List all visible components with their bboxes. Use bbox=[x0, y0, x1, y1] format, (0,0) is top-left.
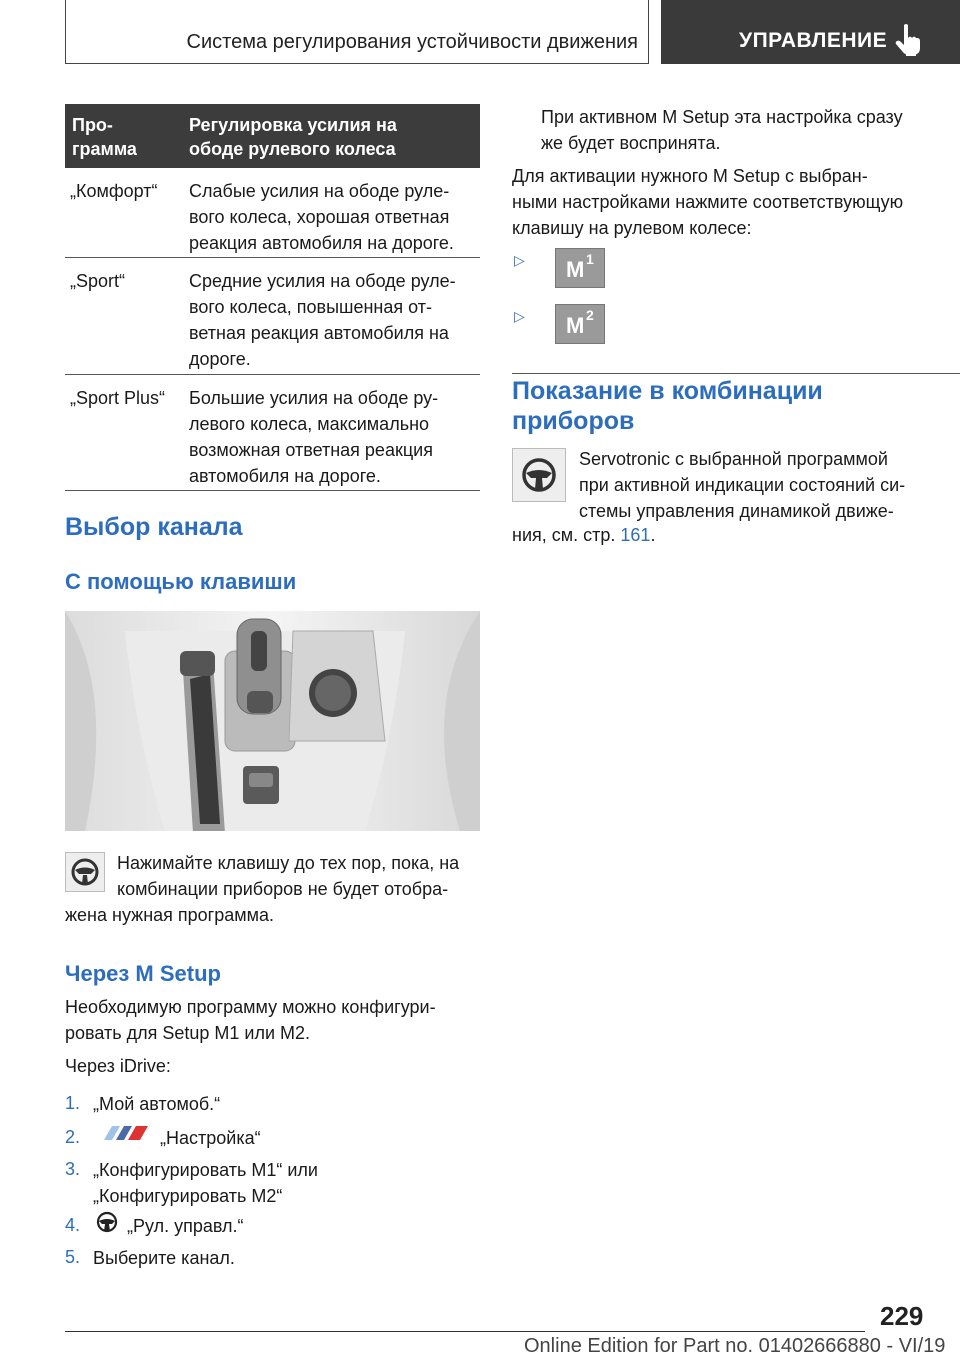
button-instruction-line: жена нужная программа. bbox=[65, 905, 275, 925]
page-number: 229 bbox=[880, 1301, 924, 1331]
step-text[interactable]: „Конфигурировать M1“ или bbox=[93, 1160, 318, 1180]
msetup-text-line: Необходимую программу можно конфигури- bbox=[65, 997, 436, 1017]
step-text[interactable]: „Мой автомоб.“ bbox=[93, 1094, 221, 1114]
display-line: стемы управления динамикой движе- bbox=[579, 501, 894, 521]
page-link[interactable]: 161 bbox=[620, 525, 651, 545]
activate-line: клавишу на рулевом колесе: bbox=[512, 218, 752, 238]
center-console-photo bbox=[65, 611, 480, 831]
table-row bbox=[65, 258, 480, 375]
step-number: 4. bbox=[65, 1215, 81, 1235]
step-number: 5. bbox=[65, 1247, 81, 1267]
display-line: ния, см. стр. 161. bbox=[512, 525, 656, 545]
step-text: Выберите канал. bbox=[93, 1248, 235, 1268]
heading-display-cluster: Показание в комбинации приборов bbox=[512, 377, 823, 435]
steering-wheel-icon-box bbox=[65, 852, 105, 892]
button-instruction-line: Нажимайте клавишу до тех пор, пока, на bbox=[117, 853, 460, 873]
step-number: 3. bbox=[65, 1159, 81, 1179]
table-cell-program: „Sport Plus“ bbox=[70, 388, 166, 408]
pointing-hand-icon bbox=[895, 22, 925, 56]
steering-wheel-icon bbox=[66, 853, 104, 891]
heading-channel-selection: Выбор канала bbox=[65, 513, 243, 541]
bullet-triangle: ▷ bbox=[514, 308, 525, 324]
footer-divider bbox=[65, 1331, 865, 1332]
step-number: 2. bbox=[65, 1127, 81, 1147]
m-stripes-icon bbox=[100, 1124, 150, 1142]
display-line: Servotronic с выбранной программой bbox=[579, 449, 888, 469]
m2-button-key: M 2 bbox=[555, 304, 605, 344]
steering-wheel-icon-box bbox=[512, 448, 566, 502]
note-line: При активном M Setup эта настройка сразу bbox=[541, 107, 903, 127]
header-section-box bbox=[661, 0, 960, 64]
display-line: при активной индикации состояний си- bbox=[579, 475, 906, 495]
via-idrive-label: Через iDrive: bbox=[65, 1056, 171, 1076]
step-text[interactable]: „Конфигурировать M2“ bbox=[93, 1186, 283, 1206]
table-cell-desc: Большие усилия на ободе ру- левого колеса, максимально возможная ответная реакция автомобиля на дороге. bbox=[189, 388, 439, 486]
divider bbox=[512, 373, 960, 374]
note-line: же будет воспринята. bbox=[541, 133, 721, 153]
section-title: УПРАВЛЕНИЕ bbox=[739, 29, 888, 52]
chapter-title: Система регулирования устойчивости движения bbox=[186, 31, 638, 53]
table-header bbox=[65, 104, 480, 168]
table-cell-desc: Слабые усилия на ободе руле- вого колеса, хорошая ответная реакция автомобиля на дороге. bbox=[189, 181, 454, 253]
table-header-program: Про- грамма bbox=[72, 115, 137, 159]
heading-via-msetup: Через M Setup bbox=[65, 961, 221, 986]
table-header-effort: Регулировка усилия на ободе рулевого колеса bbox=[189, 115, 397, 159]
footer-edition: Online Edition for Part no. 01402666880 - VI/19 bbox=[524, 1335, 946, 1357]
step-text[interactable]: „Рул. управл.“ bbox=[127, 1216, 244, 1236]
heading-via-button: С помощью клавиши bbox=[65, 569, 297, 594]
steering-programs-table bbox=[65, 104, 480, 491]
step-number: 1. bbox=[65, 1093, 81, 1113]
m1-button-key: M 1 bbox=[555, 248, 605, 288]
activate-line: ными настройками нажмите соответствующую bbox=[512, 192, 904, 212]
msetup-text-line: ровать для Setup M1 или M2. bbox=[65, 1023, 311, 1043]
header-chapter-box bbox=[65, 0, 649, 64]
steering-wheel-icon bbox=[513, 449, 565, 501]
table-cell-program: „Sport“ bbox=[70, 271, 126, 291]
step-text[interactable]: „Настройка“ bbox=[160, 1128, 261, 1148]
table-row bbox=[65, 375, 480, 491]
steering-wheel-small-icon bbox=[95, 1210, 119, 1234]
button-instruction-line: комбинации приборов не будет отобра- bbox=[117, 879, 449, 899]
table-row bbox=[65, 168, 480, 258]
bullet-triangle: ▷ bbox=[514, 252, 525, 268]
table-cell-desc: Средние усилия на ободе руле- вого колеса, повышенная от- ветная реакция автомобиля на дороге. bbox=[189, 271, 456, 369]
table-cell-program: „Комфорт“ bbox=[70, 181, 158, 201]
activate-line: Для активации нужного M Setup с выбран- bbox=[512, 166, 868, 186]
